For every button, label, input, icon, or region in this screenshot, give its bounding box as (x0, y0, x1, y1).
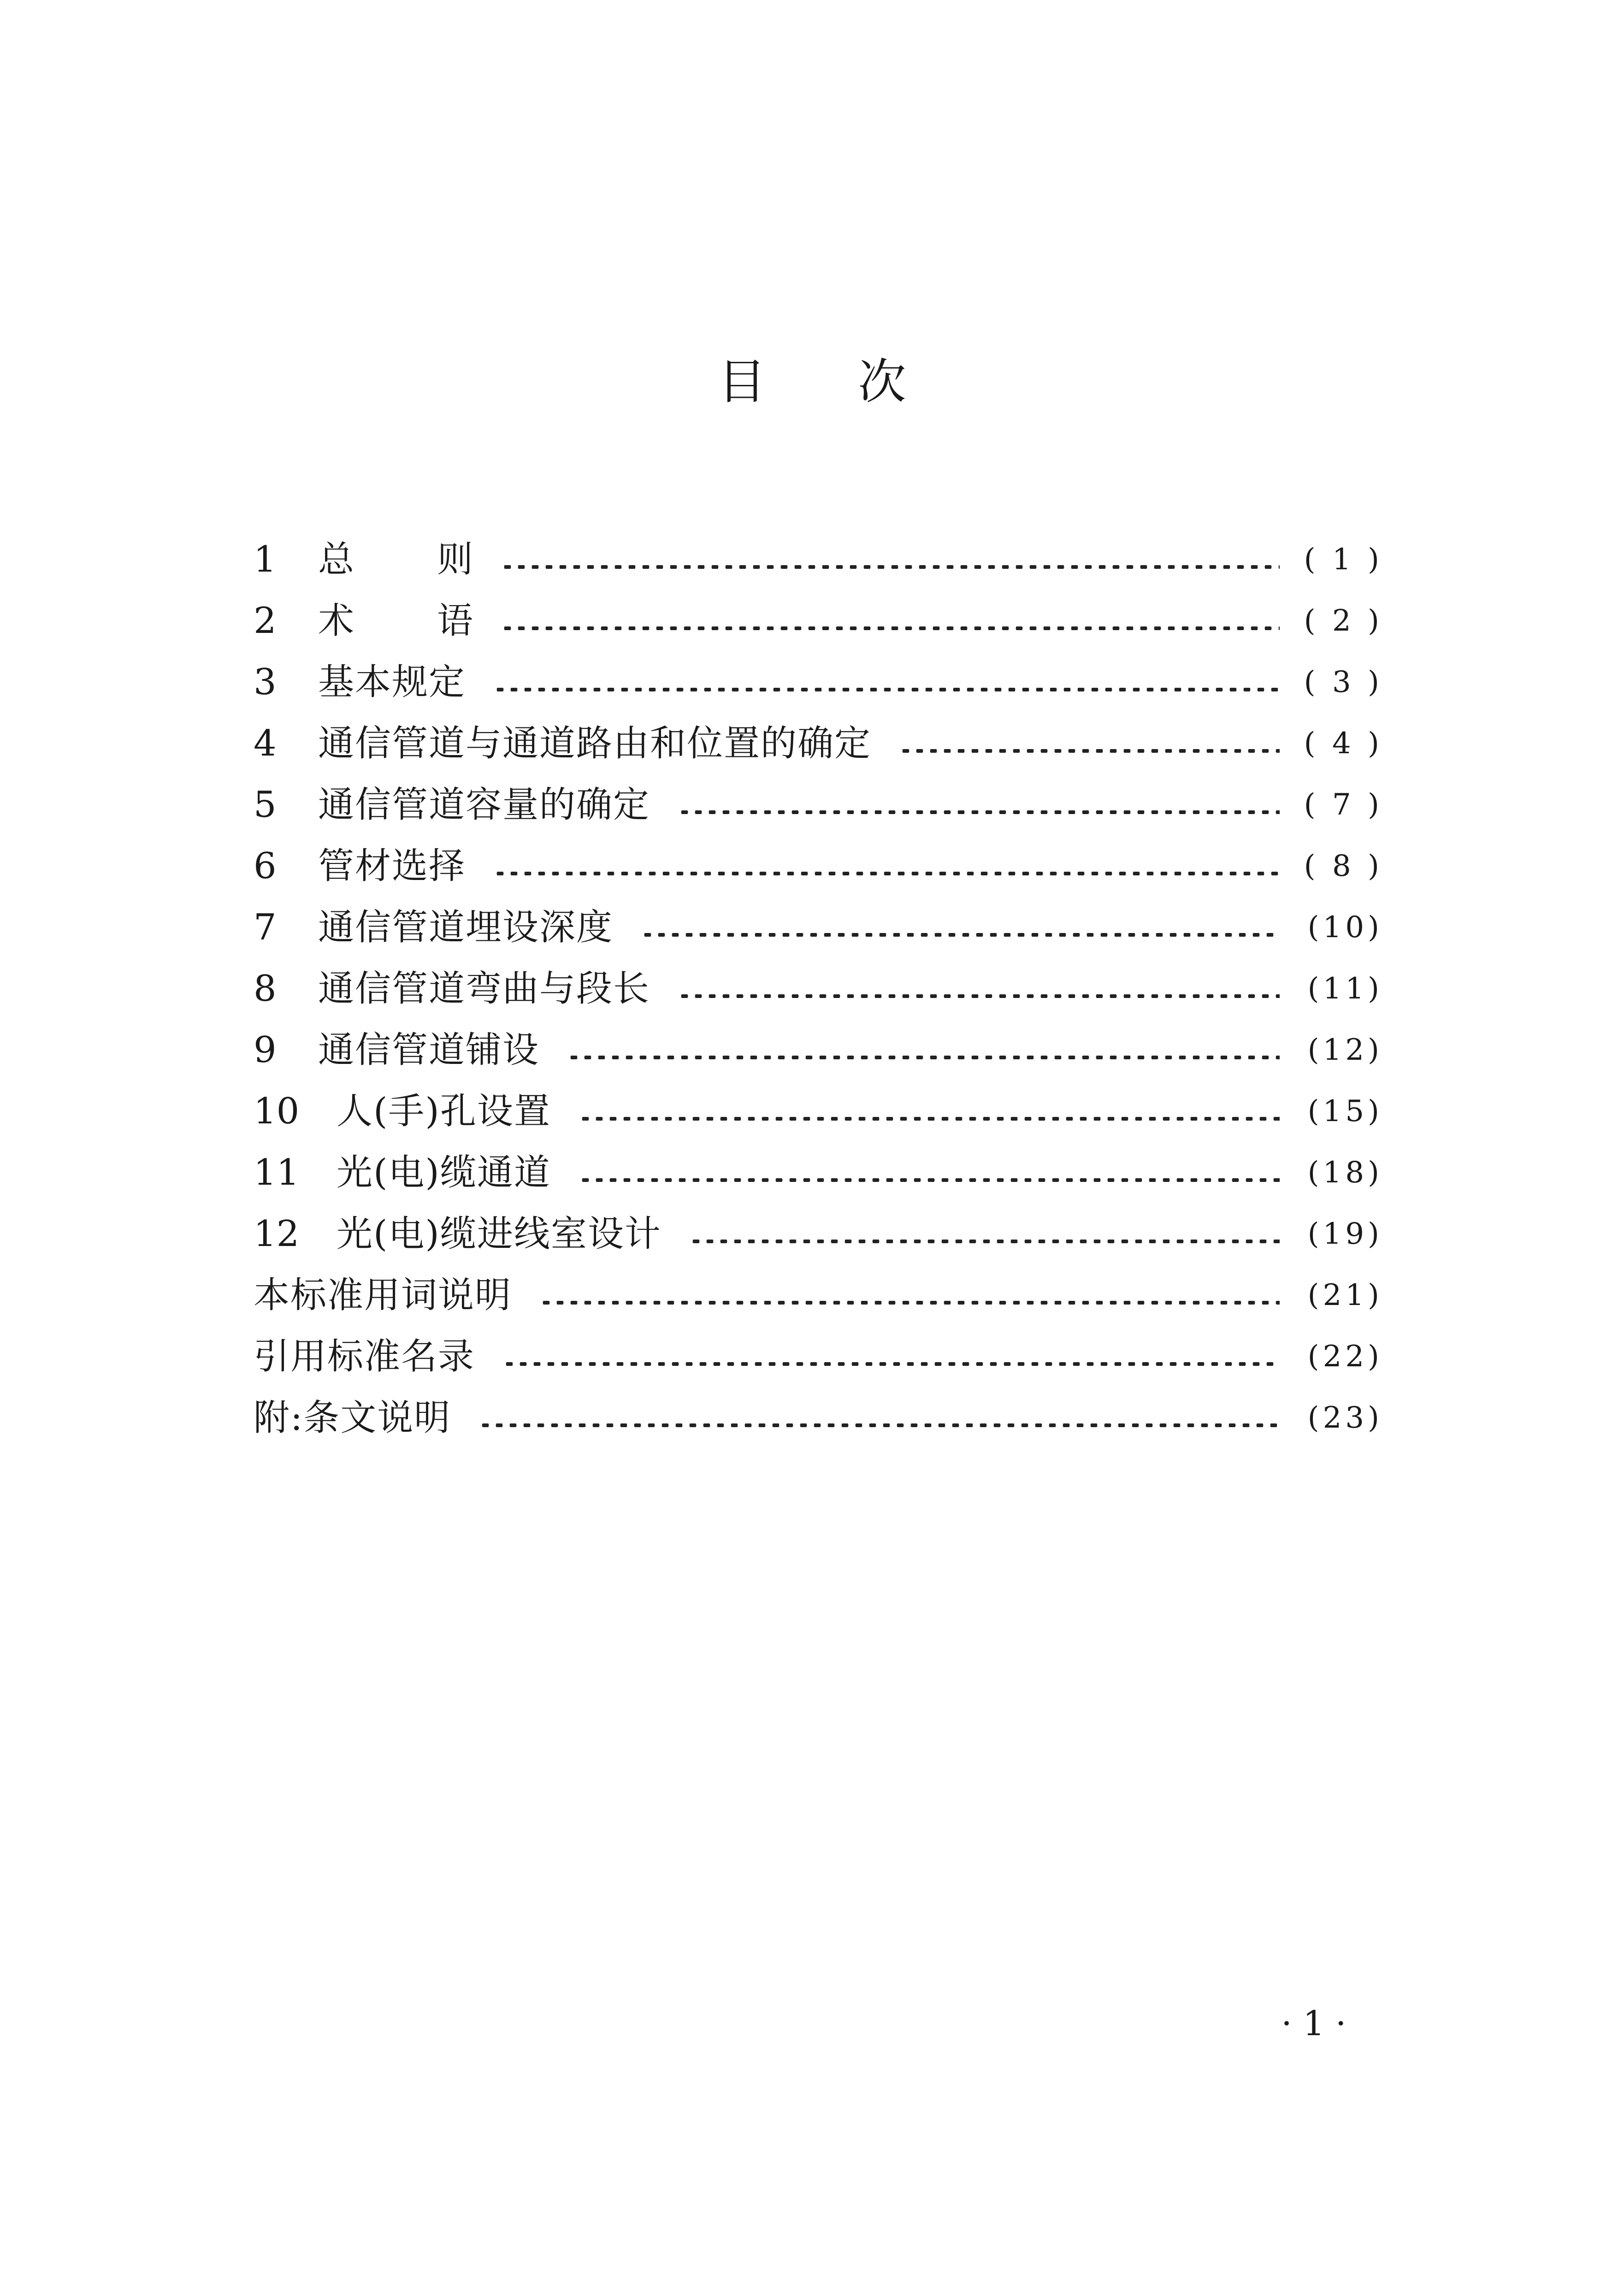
toc-entry-referenced-standards[interactable] (254, 1326, 1383, 1388)
toc-entry-page: (18) (1307, 1156, 1383, 1190)
dot-leader (579, 1081, 1280, 1142)
toc-entry-3[interactable] (254, 652, 1383, 713)
toc-entry-number: 2 (254, 600, 277, 642)
dot-leader (539, 1265, 1280, 1326)
toc-entry-wording-explanation[interactable] (254, 1265, 1383, 1326)
toc-entry-title: 通信管道埋设深度 (318, 907, 614, 948)
toc-entry-title (318, 590, 473, 652)
toc-entry-title: 通信管道容量的确定 (318, 784, 650, 826)
dot-leader (567, 1020, 1280, 1081)
toc-entry-title: 通信管道弯曲与段长 (318, 968, 650, 1010)
toc-entry-4[interactable] (254, 713, 1383, 774)
toc-entry-title (318, 529, 473, 590)
toc-entry-page: ( 3 ) (1304, 665, 1383, 699)
toc-entry-clause-explanation[interactable] (254, 1388, 1383, 1449)
toc-entry-title-char-1: 术 (318, 600, 354, 642)
toc-entry-6[interactable] (254, 836, 1383, 897)
toc-entry-number: 8 (254, 968, 277, 1010)
toc-entry-title: 基本规定 (318, 661, 466, 703)
toc-entry-page: (22) (1307, 1340, 1383, 1374)
toc-entry-9[interactable] (254, 1020, 1383, 1081)
toc-entry-number: 1 (254, 539, 277, 580)
dot-leader (502, 1326, 1280, 1388)
toc-title (0, 345, 1624, 419)
toc-entry-title: 通信管道铺设 (318, 1029, 540, 1071)
toc-entry-page: (12) (1307, 1033, 1383, 1067)
toc-entry-page: ( 7 ) (1304, 788, 1383, 822)
toc-entry-title-char-2: 语 (437, 600, 473, 642)
toc-entry-title: 光(电)缆通道 (337, 1152, 551, 1193)
toc-entry-title: 管材选择 (318, 845, 466, 887)
toc-entry-page: ( 2 ) (1304, 604, 1383, 638)
toc-entry-2[interactable] (254, 590, 1383, 652)
dot-leader (678, 958, 1280, 1020)
toc-entry-page: (21) (1307, 1278, 1383, 1312)
dot-leader (689, 1204, 1280, 1265)
toc-entry-page: ( 1 ) (1304, 543, 1383, 577)
page-number: · 1 · (1281, 2004, 1346, 2043)
toc-list (254, 529, 1383, 1449)
toc-entry-11[interactable] (254, 1142, 1383, 1204)
toc-entry-title-char-2: 则 (437, 539, 473, 580)
toc-entry-title: 引用标准名录 (254, 1336, 475, 1377)
toc-entry-number: 11 (254, 1152, 300, 1193)
dot-leader (641, 897, 1280, 958)
toc-entry-7[interactable] (254, 897, 1383, 958)
toc-entry-title: 人(手)孔设置 (337, 1091, 551, 1132)
toc-entry-number: 9 (254, 1029, 277, 1071)
toc-entry-title: 光(电)缆进线室设计 (337, 1213, 661, 1255)
toc-title-part-2: 次 (858, 354, 906, 410)
dot-leader (579, 1142, 1280, 1204)
dot-leader (899, 713, 1280, 774)
toc-entry-page: (15) (1307, 1094, 1383, 1128)
toc-entry-12[interactable] (254, 1204, 1383, 1265)
toc-entry-5[interactable] (254, 774, 1383, 836)
toc-entry-page: ( 8 ) (1304, 849, 1383, 883)
toc-entry-number: 4 (254, 723, 277, 764)
dot-leader (501, 590, 1280, 652)
toc-entry-number: 12 (254, 1213, 300, 1255)
toc-entry-title: 附:条文说明 (254, 1397, 451, 1439)
toc-entry-1[interactable] (254, 529, 1383, 590)
toc-entry-title-char-1: 总 (318, 539, 354, 580)
toc-entry-page: (10) (1307, 910, 1383, 945)
toc-entry-8[interactable] (254, 958, 1383, 1020)
toc-entry-10[interactable] (254, 1081, 1383, 1142)
toc-entry-page: (23) (1307, 1401, 1383, 1435)
toc-entry-title: 通信管道与通道路由和位置的确定 (318, 723, 872, 764)
toc-title-part-1: 目 (718, 354, 766, 410)
toc-entry-number: 10 (254, 1091, 300, 1132)
toc-entry-page: (11) (1307, 972, 1383, 1006)
toc-entry-number: 7 (254, 907, 277, 948)
toc-entry-page: ( 4 ) (1304, 726, 1383, 761)
toc-entry-title: 本标准用词说明 (254, 1275, 512, 1316)
toc-entry-number: 3 (254, 661, 277, 703)
dot-leader (678, 774, 1280, 836)
toc-entry-number: 5 (254, 784, 277, 826)
toc-entry-number: 6 (254, 845, 277, 887)
toc-entry-page: (19) (1307, 1217, 1383, 1251)
dot-leader (493, 652, 1280, 713)
dot-leader (478, 1388, 1280, 1449)
dot-leader (493, 836, 1280, 897)
dot-leader (501, 529, 1280, 590)
